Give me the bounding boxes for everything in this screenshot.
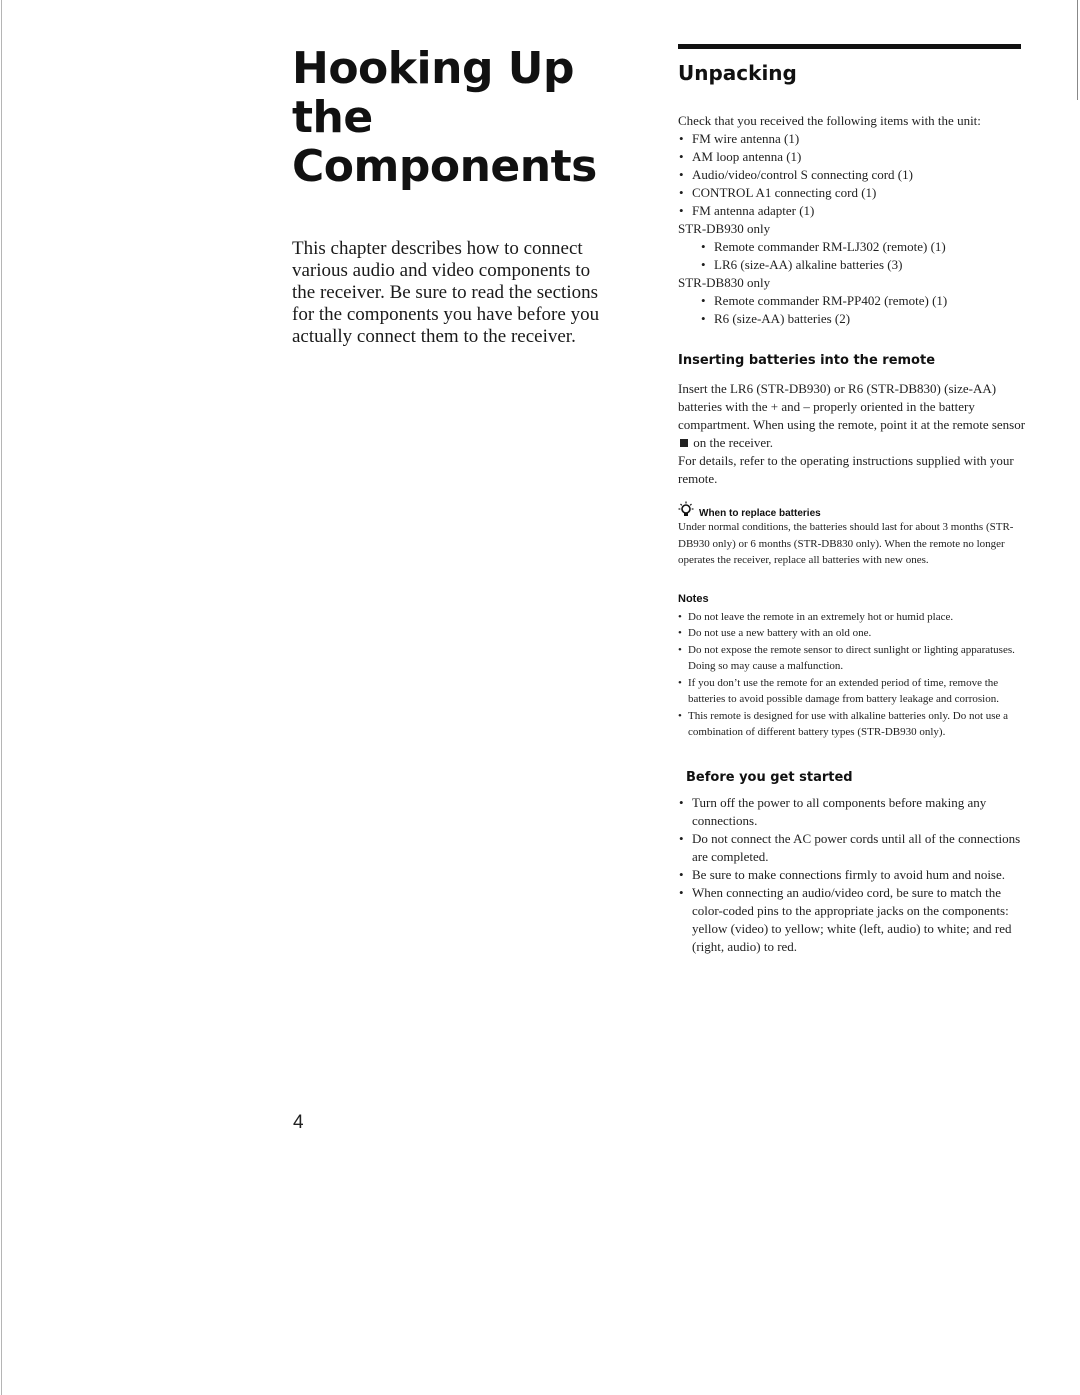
chapter-title-line: the: [292, 92, 373, 143]
db830-list: [678, 292, 1026, 328]
list-item: • LR6 (size-AA) alkaline batteries (3): [700, 256, 1026, 274]
chapter-title: [292, 44, 622, 191]
model-label-db930: STR-DB930 only: [678, 221, 771, 236]
list-item: • Do not connect the AC power cords until all of the connections are completed.: [678, 830, 1026, 866]
list-item: • Remote commander RM-PP402 (remote) (1): [700, 292, 1026, 310]
page-number: 4: [293, 1112, 304, 1133]
list-item: • Audio/video/control S connecting cord (1): [678, 166, 1026, 184]
inserting-text: Insert the LR6 (STR-DB930) or R6 (STR-DB830) (size-AA) batteries with the + and – properly oriented in the battery compartment. When using the remote, point it at the remote sensor: [678, 381, 1026, 432]
note-item: • If you don’t use the remote for an extended period of time, remove the batteries to avoid possible damage from battery leakage and corrosion.: [678, 675, 1026, 708]
page-edge-line: [1, 0, 2, 1395]
chapter-intro: This chapter describes how to connect various audio and video components to the receiver. Be sure to read the sections for the components you have before you actually connect them to the receiver.: [292, 238, 600, 347]
notes-list: [678, 609, 1026, 741]
unpacking-lead: Check that you received the following items with the unit:: [678, 113, 981, 128]
list-item: • Remote commander RM-LJ302 (remote) (1): [700, 238, 1026, 256]
tip-title: When to replace batteries: [699, 508, 821, 519]
inserting-batteries-heading: Inserting batteries into the remote: [678, 353, 936, 368]
note-item: • Do not expose the remote sensor to direct sunlight or lighting apparatuses. Doing so may cause a malfunction.: [678, 642, 1026, 675]
chapter-title-line: Hooking Up: [292, 43, 574, 94]
chapter-title-line: Components: [292, 141, 597, 192]
list-item: • Be sure to make connections firmly to avoid hum and noise.: [678, 866, 1026, 884]
lightbulb-icon: [678, 501, 694, 519]
inserting-text-end: on the receiver.: [693, 435, 774, 450]
list-item: • AM loop antenna (1): [678, 148, 1026, 166]
list-item: • When connecting an audio/video cord, be sure to match the color-coded pins to the appropriate jacks on the components: yellow (video) to yellow; white (left, audio) to white; and red (right, audio) to red.: [678, 884, 1026, 956]
model-label-db830: STR-DB830 only: [678, 275, 771, 290]
list-item: • FM wire antenna (1): [678, 130, 1026, 148]
inserting-paragraph: [678, 380, 1026, 452]
right-column: [678, 44, 1026, 956]
tip-heading: [678, 501, 1026, 519]
list-item: • FM antenna adapter (1): [678, 202, 1026, 220]
db930-list: [678, 238, 1026, 274]
section-rule: [678, 44, 1021, 49]
list-item: • R6 (size-AA) batteries (2): [700, 310, 1026, 328]
details-paragraph: For details, refer to the operating instructions supplied with your remote.: [678, 453, 1014, 486]
tip-text: Under normal conditions, the batteries should last for about 3 months (STR-DB930 only) or 6 months (STR-DB830 only). When the remote no longer operates the receiver, replace all batteries with new ones.: [678, 521, 1014, 566]
unpacking-title: Unpacking: [678, 61, 797, 85]
note-item: • Do not use a new battery with an old one.: [678, 625, 1026, 642]
before-you-start-heading: Before you get started: [686, 769, 853, 785]
note-item: • Do not leave the remote in an extremely hot or humid place.: [678, 609, 1026, 626]
unpacking-list: [678, 130, 1026, 220]
list-item: • CONTROL A1 connecting cord (1): [678, 184, 1026, 202]
note-item: • This remote is designed for use with alkaline batteries only. Do not use a combination of different battery types (STR-DB930 only).: [678, 708, 1026, 741]
before-list: [678, 794, 1026, 956]
notes-heading: Notes: [678, 592, 709, 605]
remote-sensor-icon: [680, 439, 688, 447]
list-item: • Turn off the power to all components before making any connections.: [678, 794, 1026, 830]
page-edge-line-right: [1077, 0, 1078, 100]
